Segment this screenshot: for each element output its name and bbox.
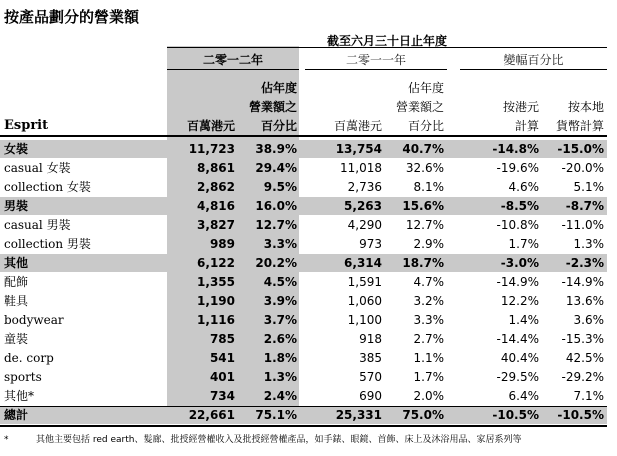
- current-year-heading: 二零一二年: [202, 53, 263, 67]
- period-heading: 截至六月三十日止年度: [326, 34, 447, 48]
- prior-hkd-cell: 690: [359, 389, 382, 403]
- current-year-rule: [167, 69, 299, 70]
- current-pct-cell: 75.1%: [255, 408, 297, 422]
- change-hkd-cell: 4.6%: [508, 180, 539, 194]
- prior-hkd-cell: 25,331: [335, 408, 382, 422]
- current-hkd-cell: 2,862: [197, 180, 235, 194]
- row-label: 其他: [4, 256, 29, 270]
- current-pct-cell: 2.4%: [263, 389, 297, 403]
- row-label: bodywear: [4, 313, 64, 327]
- change-hkd-cell: -29.5%: [496, 370, 539, 384]
- prior-pct-heading-3: 百分比: [407, 119, 444, 133]
- current-hkd-cell: 1,190: [197, 294, 235, 308]
- change-local-cell: 13.6%: [565, 294, 604, 308]
- row-label: 鞋具: [4, 294, 29, 308]
- prior-pct-cell: 18.7%: [402, 256, 444, 270]
- change-hkd-cell: -14.4%: [496, 332, 539, 346]
- current-hkd-cell: 1,355: [197, 275, 235, 289]
- current-pct-cell: 1.8%: [263, 351, 297, 365]
- prior-hkd-cell: 973: [359, 237, 382, 251]
- change-heading: 變幅百分比: [503, 53, 564, 67]
- prior-hkd-cell: 1,591: [347, 275, 382, 289]
- change-local-cell: -15.0%: [557, 142, 604, 156]
- row-label: de. corp: [4, 351, 54, 365]
- change-hkd-cell: -3.0%: [500, 256, 539, 270]
- change-rule: [460, 69, 607, 70]
- change-local-cell: -8.7%: [565, 199, 604, 213]
- prior-hkd-cell: 4,290: [347, 218, 382, 232]
- row-label: casual 男裝: [4, 218, 71, 232]
- change-local-cell: -20.0%: [561, 161, 604, 175]
- prior-hkd-cell: 570: [359, 370, 382, 384]
- prior-year-heading: 二零一一年: [345, 53, 406, 67]
- page-title: 按產品劃分的營業額: [4, 8, 140, 26]
- change-local-cell: -2.3%: [565, 256, 604, 270]
- change-local-cell: 7.1%: [573, 389, 604, 403]
- current-hkd-heading: 百萬港元: [186, 119, 235, 133]
- row-label: collection 女裝: [4, 180, 91, 194]
- current-hkd-cell: 6,122: [197, 256, 235, 270]
- current-hkd-cell: 4,816: [197, 199, 235, 213]
- prior-hkd-heading: 百萬港元: [333, 119, 382, 133]
- change-hkd-cell: -10.5%: [492, 408, 539, 422]
- row-label: collection 男裝: [4, 237, 91, 251]
- chg-hkd-heading-2: 計算: [514, 119, 539, 133]
- current-hkd-cell: 8,861: [197, 161, 235, 175]
- prior-pct-cell: 75.0%: [402, 408, 444, 422]
- prior-hkd-cell: 13,754: [335, 142, 382, 156]
- prior-hkd-cell: 918: [359, 332, 382, 346]
- change-local-cell: 3.6%: [573, 313, 604, 327]
- current-hkd-cell: 989: [209, 237, 235, 251]
- current-pct-cell: 20.2%: [255, 256, 297, 270]
- prior-pct-cell: 8.1%: [413, 180, 444, 194]
- current-hkd-cell: 1,116: [197, 313, 235, 327]
- row-label: 配飾: [4, 275, 29, 289]
- row-label: 其他*: [4, 389, 35, 403]
- current-pct-cell: 38.9%: [255, 142, 297, 156]
- change-hkd-cell: 1.4%: [508, 313, 539, 327]
- current-pct-cell: 29.4%: [255, 161, 297, 175]
- current-pct-cell: 3.9%: [263, 294, 297, 308]
- current-pct-cell: 2.6%: [263, 332, 297, 346]
- current-pct-heading-2: 營業額之: [248, 100, 297, 114]
- prior-hkd-cell: 385: [359, 351, 382, 365]
- prior-pct-cell: 12.7%: [405, 218, 444, 232]
- prior-pct-cell: 2.0%: [413, 389, 444, 403]
- footnote: [4, 432, 521, 445]
- current-pct-cell: 12.7%: [255, 218, 297, 232]
- prior-pct-heading-1: 佔年度: [407, 81, 444, 95]
- prior-year-rule: [305, 69, 447, 70]
- current-pct-cell: 4.5%: [263, 275, 297, 289]
- current-pct-heading-3: 百分比: [260, 119, 297, 133]
- prior-pct-cell: 15.6%: [402, 199, 444, 213]
- prior-pct-cell: 2.9%: [413, 237, 444, 251]
- prior-hkd-cell: 2,736: [347, 180, 382, 194]
- change-local-cell: 42.5%: [565, 351, 604, 365]
- current-pct-cell: 16.0%: [255, 199, 297, 213]
- row-label: sports: [4, 370, 42, 384]
- footnote-text: 其他主要包括 red earth、髮廊、批授經營權收入及批授經營權產品，如手錶、眼鏡、首飾、床上及沐浴用品、家居系列等: [36, 435, 522, 445]
- prior-pct-cell: 3.3%: [413, 313, 444, 327]
- current-hkd-cell: 401: [209, 370, 235, 384]
- chg-hkd-heading-1: 按港元: [502, 100, 539, 114]
- change-local-cell: 5.1%: [573, 180, 604, 194]
- change-local-cell: -14.9%: [561, 275, 604, 289]
- change-hkd-cell: 40.4%: [500, 351, 539, 365]
- period-rule: [167, 47, 607, 48]
- change-local-cell: -15.3%: [561, 332, 604, 346]
- prior-hkd-cell: 6,314: [344, 256, 382, 270]
- change-hkd-cell: 1.7%: [508, 237, 539, 251]
- change-local-cell: -29.2%: [561, 370, 604, 384]
- current-hkd-cell: 22,661: [188, 408, 235, 422]
- row-label: 童裝: [4, 332, 29, 346]
- change-local-cell: 1.3%: [573, 237, 604, 251]
- change-hkd-cell: 6.4%: [508, 389, 539, 403]
- current-hkd-cell: 541: [209, 351, 235, 365]
- total-bottom-rule: [0, 425, 607, 427]
- change-hkd-cell: -8.5%: [500, 199, 539, 213]
- prior-pct-cell: 1.1%: [413, 351, 444, 365]
- current-pct-heading-1: 佔年度: [260, 81, 297, 95]
- row-label: 女裝: [4, 142, 29, 156]
- change-hkd-cell: 12.2%: [500, 294, 539, 308]
- total-top-rule: [0, 406, 607, 407]
- prior-pct-cell: 32.6%: [405, 161, 444, 175]
- row-label: casual 女裝: [4, 161, 71, 175]
- prior-hkd-cell: 11,018: [340, 161, 382, 175]
- current-hkd-cell: 734: [209, 389, 235, 403]
- prior-pct-cell: 40.7%: [402, 142, 444, 156]
- row-label-heading: Esprit: [4, 118, 49, 133]
- change-hkd-cell: -14.9%: [496, 275, 539, 289]
- row-label: 總計: [4, 408, 29, 422]
- current-hkd-cell: 785: [209, 332, 235, 346]
- prior-pct-cell: 1.7%: [413, 370, 444, 384]
- current-pct-cell: 3.3%: [263, 237, 297, 251]
- header-bottom-rule: [0, 135, 607, 137]
- current-pct-cell: 1.3%: [263, 370, 297, 384]
- prior-hkd-cell: 1,100: [347, 313, 382, 327]
- change-hkd-cell: -19.6%: [496, 161, 539, 175]
- change-hkd-cell: -14.8%: [492, 142, 539, 156]
- prior-pct-cell: 4.7%: [413, 275, 444, 289]
- current-pct-cell: 9.5%: [263, 180, 297, 194]
- prior-pct-cell: 2.7%: [413, 332, 444, 346]
- change-hkd-cell: -10.8%: [496, 218, 539, 232]
- change-local-cell: -10.5%: [557, 408, 604, 422]
- chg-local-heading-1: 按本地: [567, 100, 604, 114]
- current-hkd-cell: 11,723: [188, 142, 235, 156]
- current-pct-cell: 3.7%: [263, 313, 297, 327]
- chg-local-heading-2: 貨幣計算: [555, 119, 604, 133]
- row-label: 男裝: [4, 199, 29, 213]
- footnote-marker: *: [4, 435, 9, 445]
- current-hkd-cell: 3,827: [197, 218, 235, 232]
- prior-hkd-cell: 1,060: [347, 294, 382, 308]
- prior-pct-heading-2: 營業額之: [395, 100, 444, 114]
- prior-pct-cell: 3.2%: [413, 294, 444, 308]
- prior-hkd-cell: 5,263: [344, 199, 382, 213]
- change-local-cell: -11.0%: [561, 218, 604, 232]
